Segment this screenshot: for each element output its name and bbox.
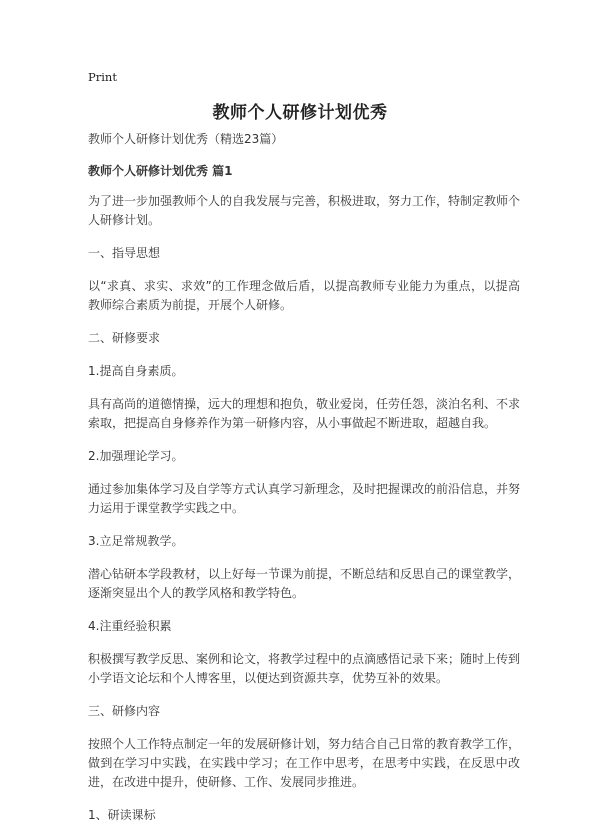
paragraph-content: 按照个人工作特点制定一年的发展研修计划，努力结合自己日常的教育教学工作，做到在学习中实践，在实践中学习；在工作中思考，在思考中实践，在反思中改进，在改进中提升，使研修、工作、发展同步推进。 xyxy=(88,737,521,789)
subtitle: 教师个人研修计划优秀（精选23篇） xyxy=(88,132,284,146)
article-body xyxy=(88,130,520,839)
paragraph-experience: 积极撰写教学反思、案例和论文，将教学过程中的点滴感悟记录下来；随时上传到小学语文论坛和个人博客里，以便达到资源共享，优势互补的效果。 xyxy=(88,652,521,685)
heading-study-standards: 1、研读课标 xyxy=(88,808,156,822)
paragraph-guiding-ideology: 以“求真、求实、求效”的工作理念做后盾，以提高教师专业能力为重点，以提高教师综合素质为前提，开展个人研修。 xyxy=(88,279,520,312)
paragraph-improve-quality: 具有高尚的道德情操，远大的理想和抱负，敬业爱岗，任劳任怨，淡泊名利、不求索取，把提高自身修养作为第一研修内容，从小事做起不断进取，超越自我。 xyxy=(88,397,521,430)
heading-routine-teaching: 3.立足常规教学。 xyxy=(88,534,184,548)
heading-theory-study: 2.加强理论学习。 xyxy=(88,449,184,463)
print-link[interactable]: Print xyxy=(88,70,117,84)
heading-requirements: 二、研修要求 xyxy=(88,331,161,345)
paragraph-intro: 为了进一步加强教师个人的自我发展与完善，积极进取，努力工作，特制定教师个人研修计划。 xyxy=(88,194,521,227)
heading-content: 三、研修内容 xyxy=(88,704,161,718)
page-title: 教师个人研修计划优秀 xyxy=(212,103,388,123)
heading-guiding-ideology: 一、指导思想 xyxy=(88,246,161,260)
paragraph-theory-study: 通过参加集体学习及自学等方式认真学习新理念，及时把握课改的前沿信息，并努力运用于课堂教学实践之中。 xyxy=(88,482,521,515)
section-heading: 教师个人研修计划优秀 篇1 xyxy=(88,164,233,178)
paragraph-routine-teaching: 潜心钻研本学段教材，以上好每一节课为前提，不断总结和反思自己的课堂教学，逐渐突显出个人的教学风格和教学特色。 xyxy=(88,567,521,600)
heading-experience: 4.注重经验积累 xyxy=(88,619,172,633)
heading-improve-quality: 1.提高自身素质。 xyxy=(88,364,184,378)
